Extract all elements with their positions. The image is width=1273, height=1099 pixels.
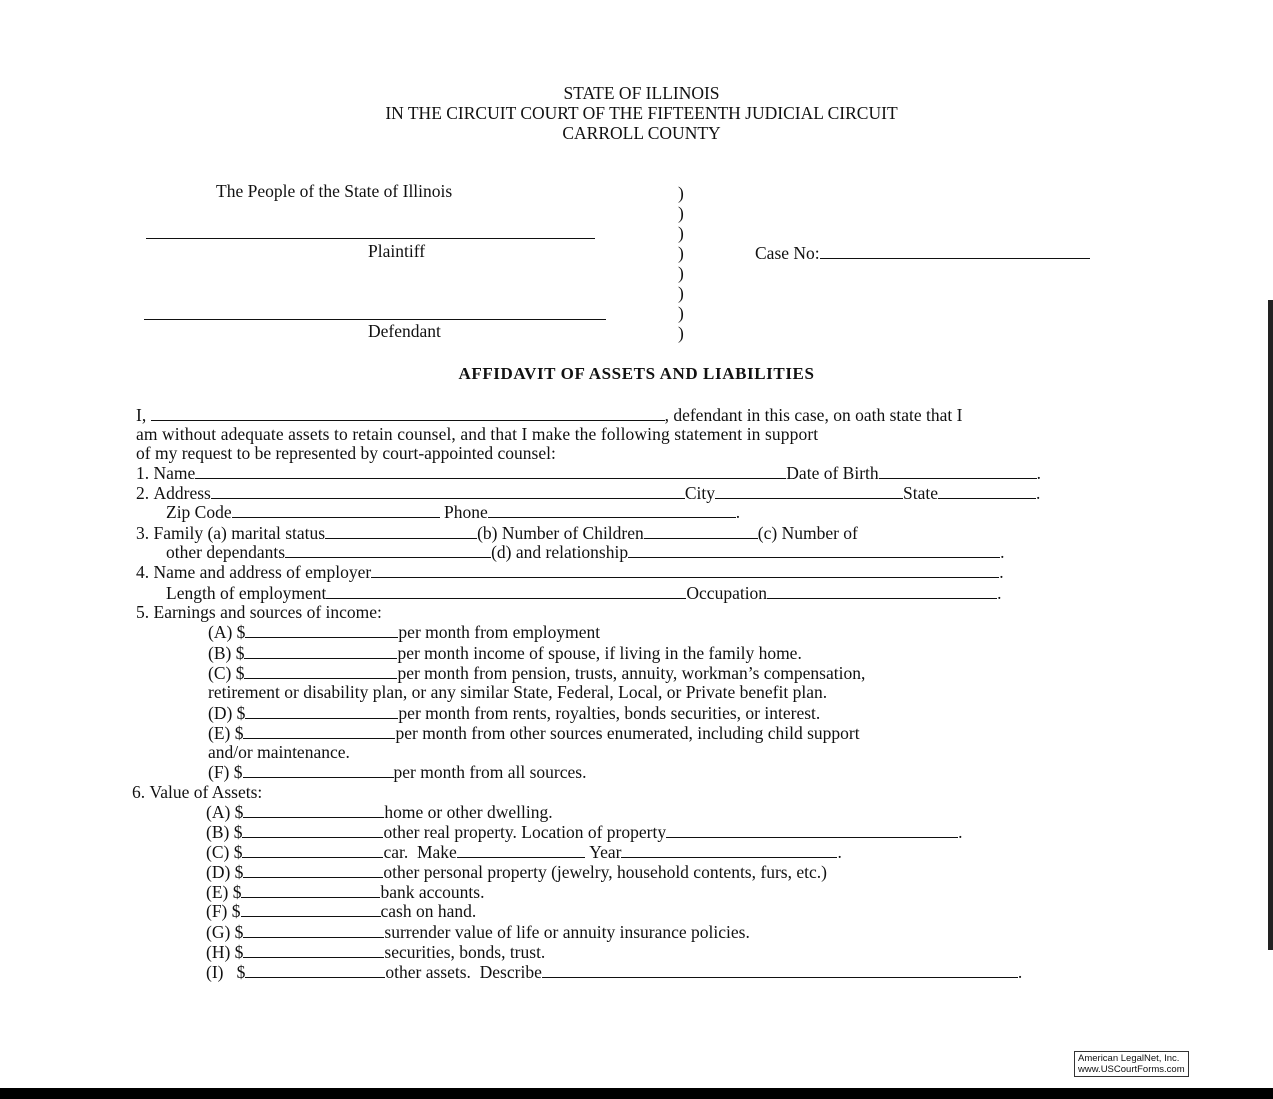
income-e-continued: and/or maintenance. (208, 742, 350, 762)
people-label: The People of the State of Illinois (216, 181, 453, 201)
city-blank[interactable] (715, 483, 903, 499)
scan-bottom-border (0, 1088, 1273, 1099)
court-state: STATE OF ILLINOIS (563, 83, 720, 103)
item-2-address: 2. Address City State . (136, 483, 1041, 503)
intro-line-3: of my request to be represented by court-appointed counsel: (136, 443, 556, 463)
employer-blank[interactable] (371, 562, 999, 578)
court-name: IN THE CIRCUIT COURT OF THE FIFTEENTH JUDICIAL CIRCUIT (385, 103, 898, 123)
income-c: (C) $ per month from pension, trusts, annuity, workman’s compensation, (208, 663, 866, 683)
income-c-continued: retirement or disability plan, or any similar State, Federal, Local, or Private benefit plan. (208, 682, 828, 702)
asset-b: (B) $ other real property. Location of property . (206, 822, 963, 842)
income-b-blank[interactable] (244, 643, 397, 659)
car-make-blank[interactable] (457, 842, 585, 858)
publisher-badge (1074, 1051, 1189, 1077)
asset-g-blank[interactable] (243, 922, 384, 938)
length-of-employment-blank[interactable] (326, 583, 686, 599)
dependants-line: other dependants (d) and relationship . (166, 542, 1005, 562)
state-blank[interactable] (938, 483, 1036, 499)
item-4-employer: 4. Name and address of employer . (136, 562, 1004, 582)
income-d-blank[interactable] (245, 703, 398, 719)
defendant-line[interactable] (144, 319, 606, 320)
income-c-blank[interactable] (244, 663, 397, 679)
asset-a-blank[interactable] (243, 802, 384, 818)
item-3-family: 3. Family (a) marital status (b) Number of Children (c) Number of (136, 523, 858, 543)
income-e-blank[interactable] (243, 723, 395, 739)
asset-g: (G) $ surrender value of life or annuity insurance policies. (206, 922, 750, 942)
court-county: CARROLL COUNTY (562, 123, 721, 143)
income-f-blank[interactable] (243, 762, 394, 778)
item-5-earnings: 5. Earnings and sources of income: (136, 602, 382, 622)
asset-i-blank[interactable] (245, 962, 385, 978)
asset-e-blank[interactable] (241, 882, 380, 898)
asset-b-blank[interactable] (242, 822, 383, 838)
employment-line: Length of employment Occupation . (166, 583, 1002, 603)
phone-blank[interactable] (488, 502, 736, 518)
zip-code-blank[interactable] (232, 502, 440, 518)
asset-d: (D) $ other personal property (jewelry, household contents, furs, etc.) (206, 862, 827, 882)
zip-phone-line: Zip Code Phone . (166, 502, 741, 522)
income-d: (D) $ per month from rents, royalties, bonds securities, or interest. (208, 703, 821, 723)
number-of-children-blank[interactable] (644, 523, 758, 539)
asset-e: (E) $ bank accounts. (206, 882, 485, 902)
publisher-url: www.USCourtForms.com (1078, 1064, 1185, 1075)
defendant-label: Defendant (368, 321, 441, 341)
income-b: (B) $ per month income of spouse, if living in the family home. (208, 643, 802, 663)
property-location-blank[interactable] (666, 822, 958, 838)
intro-line-1: I, , defendant in this case, on oath state that I (136, 405, 963, 425)
affiant-name-blank[interactable] (151, 405, 665, 421)
case-number-label: Case No: (755, 243, 820, 263)
asset-f: (F) $ cash on hand. (206, 901, 477, 921)
plaintiff-label: Plaintiff (368, 241, 426, 261)
income-f: (F) $ per month from all sources. (208, 762, 587, 782)
other-assets-description-blank[interactable] (542, 962, 1018, 978)
case-number-field (755, 243, 1090, 263)
asset-h-blank[interactable] (243, 942, 384, 958)
item-6-assets: 6. Value of Assets: (132, 782, 263, 802)
asset-d-blank[interactable] (243, 862, 383, 878)
relationship-blank[interactable] (628, 542, 1000, 558)
scan-edge (1268, 300, 1273, 950)
plaintiff-line[interactable] (146, 238, 595, 239)
asset-c: (C) $ car. Make Year . (206, 842, 842, 862)
asset-c-blank[interactable] (242, 842, 383, 858)
document-title: AFFIDAVIT OF ASSETS AND LIABILITIES (458, 364, 815, 383)
name-blank[interactable] (195, 463, 786, 479)
publisher-name: American LegalNet, Inc. (1078, 1053, 1180, 1064)
income-a-blank[interactable] (245, 622, 398, 638)
income-e: (E) $ per month from other sources enumerated, including child support (208, 723, 860, 743)
occupation-blank[interactable] (767, 583, 997, 599)
asset-i: (I) $ other assets. Describe . (206, 962, 1023, 982)
case-number-blank[interactable] (820, 243, 1090, 259)
income-a: (A) $ per month from employment (208, 622, 601, 642)
item-1-name: 1. Name Date of Birth . (136, 463, 1042, 483)
other-dependants-blank[interactable] (285, 542, 491, 558)
intro-line-2: am without adequate assets to retain counsel, and that I make the following statement in support (136, 424, 819, 444)
asset-a: (A) $ home or other dwelling. (206, 802, 553, 822)
asset-f-blank[interactable] (241, 901, 381, 917)
address-blank[interactable] (211, 483, 685, 499)
car-year-blank[interactable] (621, 842, 837, 858)
date-of-birth-blank[interactable] (879, 463, 1037, 479)
asset-h: (H) $ securities, bonds, trust. (206, 942, 546, 962)
marital-status-blank[interactable] (325, 523, 477, 539)
